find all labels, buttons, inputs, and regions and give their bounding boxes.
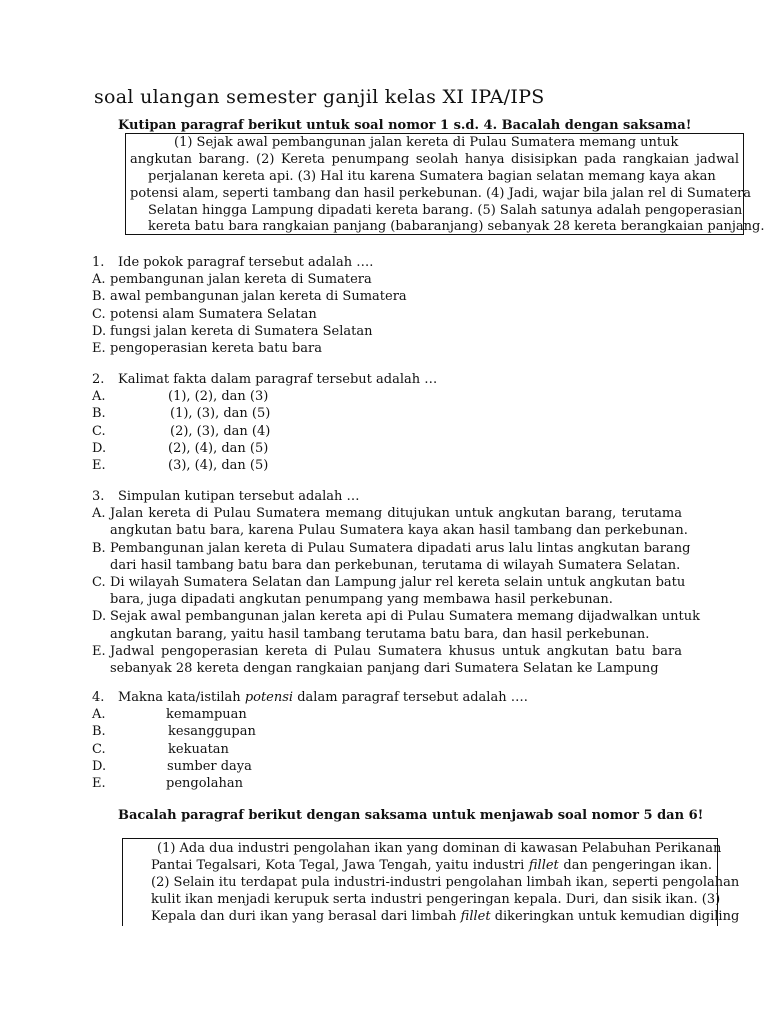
italic-term: potensi (244, 690, 294, 705)
option-d[interactable]: D. Sejak awal pembangunan jalan kereta api di Pulau Sumatera memang dijadwalkan untuk angkutan barang, yaitu hasil tambang terutama batu bara, dan hasil perkebunan. (92, 609, 700, 642)
question-1 (92, 254, 682, 357)
option-b[interactable]: B. awal pembangunan jalan kereta di Sumatera (92, 289, 407, 305)
question-number: 4. (92, 690, 105, 705)
option-d[interactable]: D. fungsi jalan kereta di Sumatera Selatan (92, 323, 373, 339)
option-b[interactable]: B. (1), (3), dan (5) (92, 406, 271, 422)
question-2 (92, 371, 682, 474)
option-e[interactable]: E. pengolahan (92, 775, 243, 791)
question-stem: Simpulan kutipan tersebut adalah … (118, 489, 360, 504)
option-e[interactable]: E. pengoperasian kereta batu bara (92, 340, 323, 356)
question-number: 2. (92, 372, 105, 387)
option-c[interactable]: C. (2), (3), dan (4) (92, 423, 271, 439)
option-b[interactable]: B. Pembangunan jalan kereta di Pulau Sumatera dipadati arus lalu lintas angkutan barang dari hasil tambang batu bara dan perkebunan, terutama di wilayah Sumatera Selatan. (92, 540, 691, 573)
option-b[interactable]: B. kesanggupan (92, 724, 256, 740)
question-stem: Makna kata/istilah potensi dalam paragraf tersebut adalah …. (118, 690, 528, 705)
question-3 (92, 488, 700, 677)
option-c[interactable]: C. potensi alam Sumatera Selatan (92, 306, 317, 322)
question-stem: Ide pokok paragraf tersebut adalah …. (118, 255, 374, 270)
passage-2-line: (1) Ada dua industri pengolahan ikan yang dominan di kawasan Pelabuhan Perikanan (157, 841, 722, 856)
passage-2-instruction: Bacalah paragraf berikut dengan saksama untuk menjawab soal nomor 5 dan 6! (118, 808, 704, 823)
passage-1-line: potensi alam, seperti tambang dan hasil perkebunan. (4) Jadi, wajar bila jalan rel di Sumatera (130, 186, 752, 201)
passage-1-line: (1) Sejak awal pembangunan jalan kereta di Pulau Sumatera memang untuk (174, 135, 679, 150)
passage-2-line: kulit ikan menjadi kerupuk serta industri pengeringan kepala. Duri, dan sisik ikan. (3) (151, 892, 721, 907)
passage-2-line: Pantai Tegalsari, Kota Tegal, Jawa Tengah, yaitu industri fillet dan pengeringan ikan. (151, 858, 712, 873)
passage-1-line: perjalanan kereta api. (3) Hal itu karena Sumatera bagian selatan memang kaya akan (148, 169, 716, 184)
option-a[interactable]: A. kemampuan (92, 707, 247, 723)
passage-1-line: angkutan barang. (2) Kereta penumpang seolah hanya disisipkan pada rangkaian jadwal (130, 152, 739, 167)
question-stem: Kalimat fakta dalam paragraf tersebut adalah … (118, 372, 438, 387)
option-d[interactable]: D. (2), (4), dan (5) (92, 440, 269, 456)
question-number: 1. (92, 255, 105, 270)
passage-2-line: Kepala dan duri ikan yang berasal dari limbah fillet dikeringkan untuk kemudian digiling (151, 909, 740, 924)
option-d[interactable]: D. sumber daya (92, 758, 252, 774)
option-a[interactable]: A. Jalan kereta di Pulau Sumatera memang ditujukan untuk angkutan barang, terutama angkutan batu bara, karena Pulau Sumatera kaya akan hasil tambang dan perkebunan. (92, 506, 688, 539)
passage-1-line: Selatan hingga Lampung dipadati kereta barang. (5) Salah satunya adalah pengoperasian (148, 203, 743, 218)
option-a[interactable]: A. pembangunan jalan kereta di Sumatera (92, 272, 372, 288)
question-4 (92, 689, 682, 792)
passage-2-line: (2) Selain itu terdapat pula industri-industri pengolahan limbah ikan, seperti pengolahan (151, 875, 740, 890)
passage-2-box (122, 838, 740, 926)
option-e[interactable]: E. Jadwal pengoperasian kereta di Pulau Sumatera khusus untuk angkutan batu bara sebanyak 28 kereta dengan rangkaian panjang dari Sumatera Selatan ke Lampung (92, 643, 682, 676)
passage-1-instruction: Kutipan paragraf berikut untuk soal nomor 1 s.d. 4. Bacalah dengan saksama! (118, 118, 692, 133)
passage-1-box (125, 133, 765, 235)
option-a[interactable]: A. (1), (2), dan (3) (92, 389, 269, 405)
passage-1-line: kereta batu bara rangkaian panjang (babaranjang) sebanyak 28 kereta berangkaian panjang. (148, 219, 765, 234)
option-e[interactable]: E. (3), (4), dan (5) (92, 457, 269, 473)
option-c[interactable]: C. Di wilayah Sumatera Selatan dan Lampung jalur rel kereta selain untuk angkutan batu bara, juga dipadati angkutan penumpang yang membawa hasil perkebunan. (92, 574, 686, 608)
page-title: soal ulangan semester ganjil kelas XI IPA/IPS (94, 86, 545, 108)
question-number: 3. (92, 489, 105, 504)
option-c[interactable]: C. kekuatan (92, 741, 229, 757)
